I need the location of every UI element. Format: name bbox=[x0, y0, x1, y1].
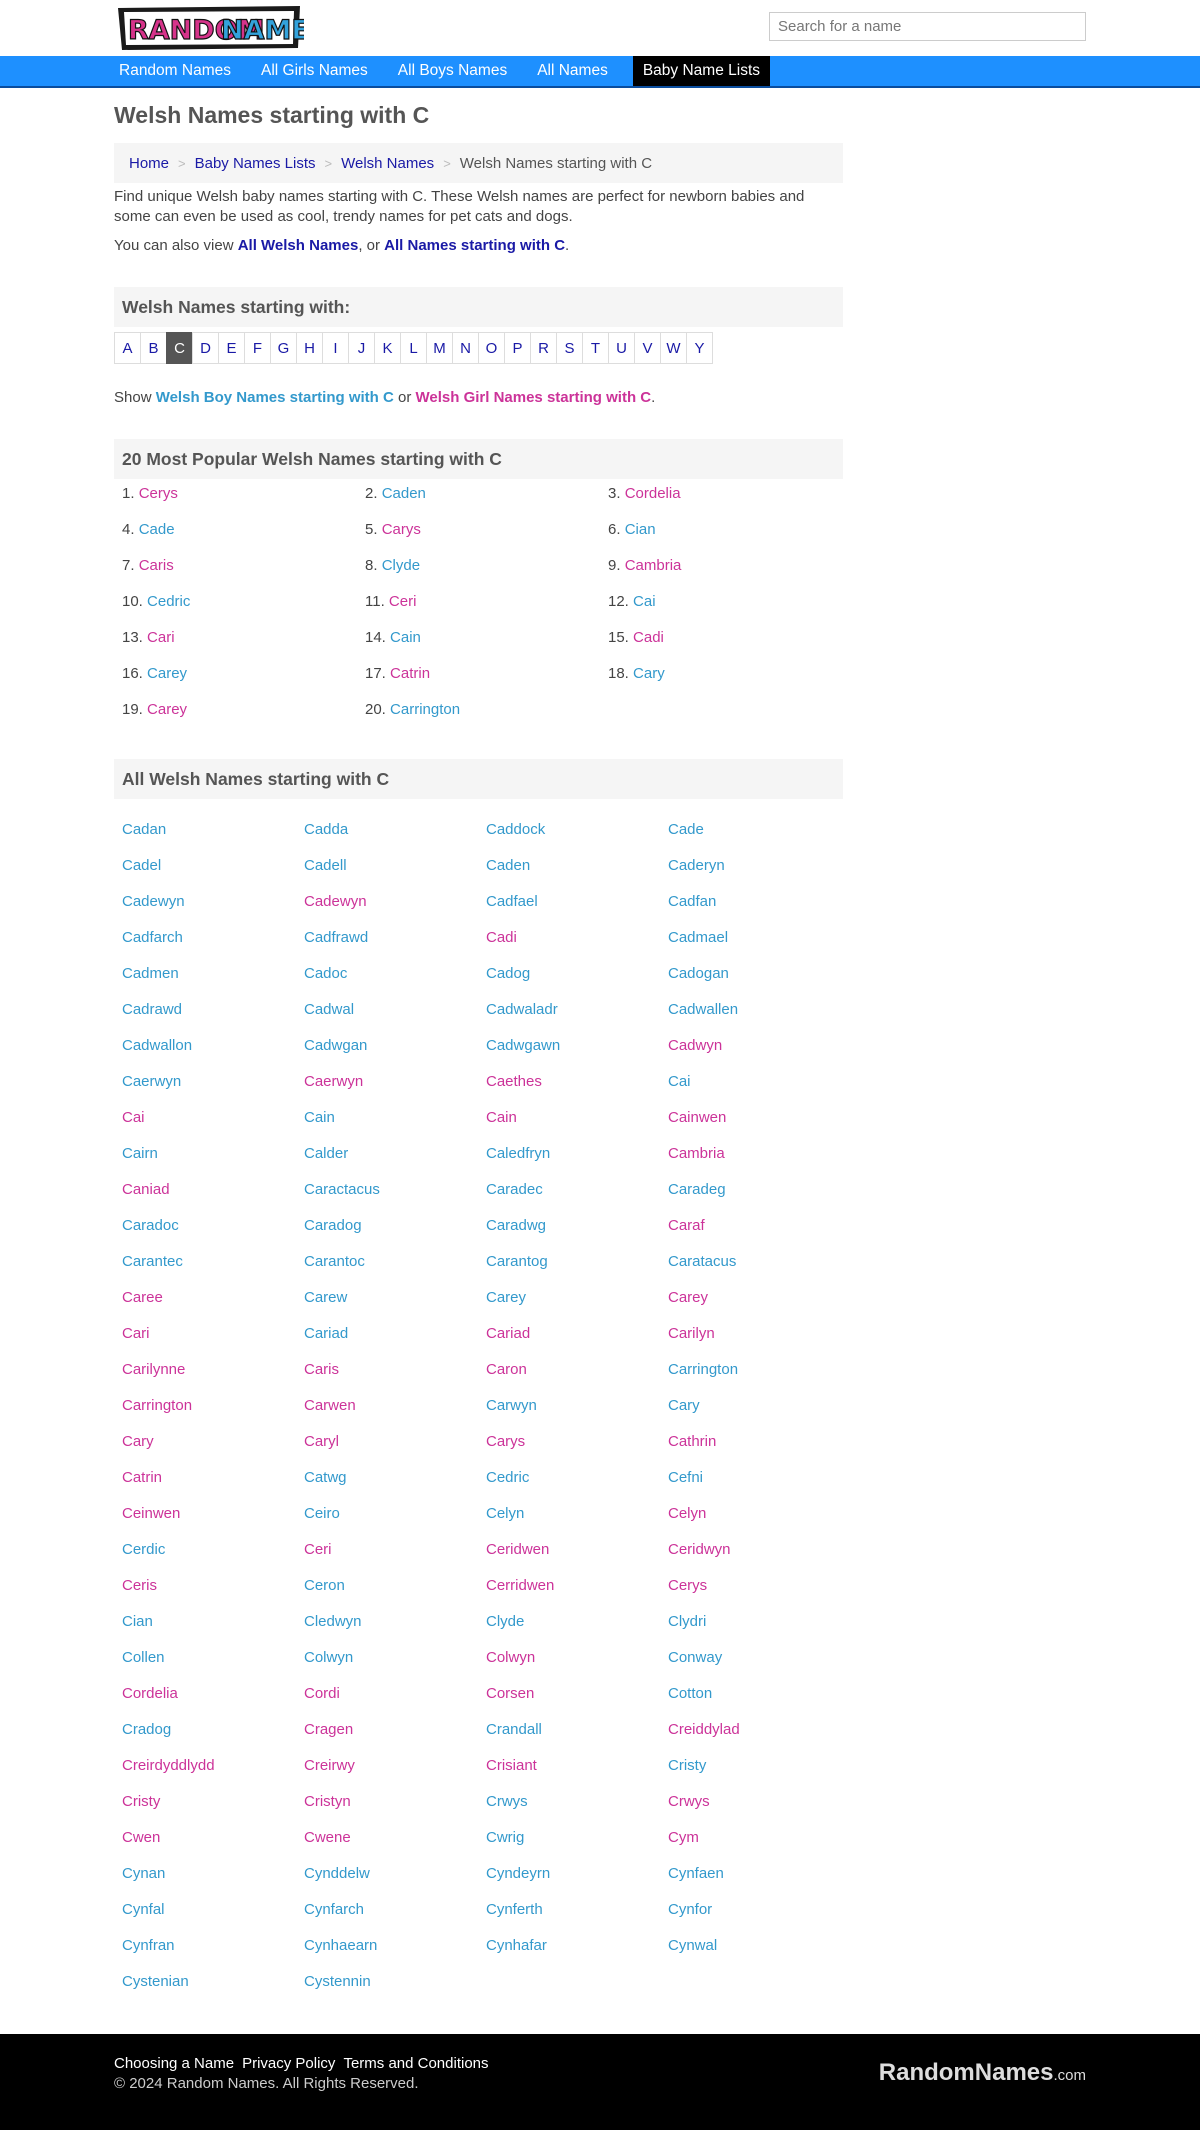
rank-number: 4. bbox=[122, 521, 135, 538]
name-link[interactable]: Collen bbox=[122, 1649, 165, 1666]
name-link[interactable]: Cynfor bbox=[668, 1901, 713, 1918]
name-link[interactable]: Carey bbox=[486, 1289, 527, 1306]
rank-number: 14. bbox=[365, 629, 386, 646]
name-link[interactable]: Caradog bbox=[304, 1217, 362, 1234]
name-link[interactable]: Caradeg bbox=[668, 1181, 726, 1198]
rank-number: 5. bbox=[365, 521, 378, 538]
name-link[interactable]: Cariad bbox=[304, 1325, 349, 1342]
list-item bbox=[365, 629, 421, 646]
page-title: Welsh Names starting with C bbox=[114, 102, 430, 128]
name-link[interactable]: Cristy bbox=[668, 1757, 707, 1774]
name-link[interactable]: Corsen bbox=[486, 1685, 535, 1702]
rank-number: 17. bbox=[365, 665, 386, 682]
name-link[interactable]: Cadwaladr bbox=[486, 1001, 558, 1018]
letter-d[interactable]: D bbox=[192, 332, 219, 364]
popular-name-link[interactable]: Cade bbox=[138, 521, 175, 538]
list-item bbox=[608, 485, 681, 502]
name-link[interactable]: Cerys bbox=[668, 1577, 708, 1594]
name-link[interactable]: Caryl bbox=[304, 1433, 340, 1450]
rank-number: 13. bbox=[122, 629, 143, 646]
rank-number: 8. bbox=[365, 557, 378, 574]
name-link[interactable]: Cadda bbox=[304, 821, 349, 838]
name-link[interactable]: Cadewyn bbox=[304, 893, 367, 910]
name-link[interactable]: Clyde bbox=[486, 1613, 525, 1630]
name-link[interactable]: Caledfryn bbox=[486, 1145, 551, 1162]
letter-o[interactable]: O bbox=[478, 332, 505, 364]
name-link[interactable]: Cain bbox=[486, 1109, 517, 1126]
breadcrumb-separator-icon: > bbox=[324, 155, 333, 171]
name-link[interactable]: Cadfael bbox=[486, 893, 538, 910]
breadcrumb-separator-icon: > bbox=[443, 155, 451, 171]
name-link[interactable]: Crwys bbox=[668, 1793, 710, 1810]
popular-name-link[interactable]: Cordelia bbox=[624, 485, 681, 502]
name-link[interactable]: Cadfan bbox=[668, 893, 717, 910]
list-item bbox=[365, 521, 421, 538]
all-welsh-names-link[interactable]: All Welsh Names bbox=[237, 237, 359, 254]
letter-s[interactable]: S bbox=[556, 332, 583, 364]
popular-name-link[interactable]: Carey bbox=[147, 701, 188, 718]
name-link[interactable]: Cadwyn bbox=[668, 1037, 723, 1054]
list-item bbox=[365, 557, 420, 574]
name-link[interactable]: Crwys bbox=[486, 1793, 528, 1810]
name-link[interactable]: Caractacus bbox=[304, 1181, 380, 1198]
list-item bbox=[122, 593, 190, 610]
name-link[interactable]: Caradwg bbox=[486, 1217, 547, 1234]
search-input[interactable] bbox=[769, 12, 1086, 41]
name-link[interactable]: Conway bbox=[668, 1649, 723, 1666]
nav-item-all-boys-names[interactable]: All Boys Names bbox=[397, 62, 508, 79]
list-item bbox=[122, 629, 175, 646]
name-link[interactable]: Cadwgan bbox=[304, 1037, 368, 1054]
list-item bbox=[122, 521, 175, 538]
name-link[interactable]: Cairn bbox=[122, 1145, 158, 1162]
letter-b[interactable]: B bbox=[140, 332, 167, 364]
boy-names-link[interactable]: Welsh Boy Names starting with C bbox=[155, 389, 394, 406]
name-link[interactable]: Cary bbox=[668, 1397, 700, 1414]
popular-name-link[interactable]: Clyde bbox=[381, 557, 421, 574]
name-link[interactable]: Cynferth bbox=[486, 1901, 543, 1918]
name-link[interactable]: Caradec bbox=[486, 1181, 543, 1198]
name-link[interactable]: Cefni bbox=[668, 1469, 704, 1486]
popular-name-link[interactable]: Cary bbox=[633, 665, 665, 682]
list-item bbox=[608, 521, 656, 538]
name-link[interactable]: Cwene bbox=[304, 1829, 351, 1846]
name-link[interactable]: Ceridwyn bbox=[668, 1541, 731, 1558]
list-item bbox=[122, 665, 187, 682]
name-link[interactable]: Cynfaen bbox=[668, 1865, 724, 1882]
list-item bbox=[608, 557, 681, 574]
letter-h[interactable]: H bbox=[296, 332, 323, 364]
popular-name-link[interactable]: Carey bbox=[147, 665, 188, 682]
name-link[interactable]: Ceron bbox=[304, 1577, 345, 1594]
name-link[interactable]: Carilyn bbox=[668, 1325, 715, 1342]
name-link[interactable]: Caradoc bbox=[122, 1217, 179, 1234]
name-link[interactable]: Caratacus bbox=[668, 1253, 737, 1270]
popular-name-link[interactable]: Cain bbox=[390, 629, 421, 646]
letter-v[interactable]: V bbox=[634, 332, 661, 364]
name-link[interactable]: Creiddylad bbox=[668, 1721, 740, 1738]
footer-brand-name: RandomNames bbox=[878, 2059, 1054, 2086]
name-link[interactable]: Cambria bbox=[668, 1145, 725, 1162]
name-link[interactable]: Cadogan bbox=[668, 965, 729, 982]
name-link[interactable]: Carwen bbox=[304, 1397, 356, 1414]
name-link[interactable]: Cerridwen bbox=[486, 1577, 555, 1594]
letter-i[interactable]: I bbox=[322, 332, 349, 364]
nav-item-all-girls-names[interactable]: All Girls Names bbox=[261, 62, 368, 79]
name-link[interactable]: Ceri bbox=[304, 1541, 332, 1558]
name-link[interactable]: Cordi bbox=[304, 1685, 340, 1702]
breadcrumb-current: Welsh Names starting with C bbox=[459, 154, 653, 172]
name-link[interactable]: Calder bbox=[304, 1145, 349, 1162]
main-nav bbox=[0, 56, 1200, 88]
footer-links bbox=[114, 2055, 497, 2072]
rank-number: 10. bbox=[122, 593, 143, 610]
letter-m[interactable]: M bbox=[426, 332, 453, 364]
name-link[interactable]: Cadan bbox=[122, 821, 167, 838]
breadcrumb bbox=[114, 143, 843, 183]
name-link[interactable]: Caraf bbox=[668, 1217, 705, 1234]
name-link[interactable]: Cadog bbox=[486, 965, 531, 982]
letter-l[interactable]: L bbox=[400, 332, 427, 364]
name-link[interactable]: Colwyn bbox=[486, 1649, 536, 1666]
also-suffix: . bbox=[565, 237, 570, 254]
name-link[interactable]: Cadmael bbox=[668, 929, 729, 946]
breadcrumb-separator-icon: > bbox=[178, 155, 186, 171]
letter-t[interactable]: T bbox=[582, 332, 609, 364]
name-link[interactable]: Cynddelw bbox=[304, 1865, 370, 1882]
name-link[interactable]: Cian bbox=[122, 1613, 153, 1630]
popular-name-link[interactable]: Cerys bbox=[138, 485, 178, 502]
name-link[interactable]: Cadrawd bbox=[122, 1001, 183, 1018]
name-link[interactable]: Carantoc bbox=[304, 1253, 365, 1270]
footer-brand-suffix: .com bbox=[1053, 2067, 1086, 2084]
popular-name-link[interactable]: Cadi bbox=[633, 629, 664, 646]
all-names-c-link[interactable]: All Names starting with C bbox=[384, 237, 566, 254]
name-link[interactable]: Cristyn bbox=[304, 1793, 351, 1810]
name-link[interactable]: Celyn bbox=[486, 1505, 525, 1522]
name-link[interactable]: Cadwgawn bbox=[486, 1037, 561, 1054]
popular-name-link[interactable]: Caden bbox=[381, 485, 426, 502]
name-link[interactable]: Cystenian bbox=[122, 1973, 189, 1990]
name-link[interactable]: Cynwal bbox=[668, 1937, 718, 1954]
name-link[interactable]: Caron bbox=[486, 1361, 527, 1378]
name-link[interactable]: Cadoc bbox=[304, 965, 348, 982]
name-link[interactable]: Caden bbox=[486, 857, 531, 874]
also-mid: , or bbox=[358, 237, 385, 254]
rank-number: 6. bbox=[608, 521, 621, 538]
name-link[interactable]: Cradog bbox=[122, 1721, 172, 1738]
show-mid: or bbox=[393, 389, 416, 406]
name-link[interactable]: Cary bbox=[122, 1433, 154, 1450]
list-item bbox=[608, 665, 665, 682]
letter-p[interactable]: P bbox=[504, 332, 531, 364]
nav-item-baby-name-lists[interactable]: Baby Name Lists bbox=[633, 56, 770, 86]
letter-c[interactable]: C bbox=[166, 332, 193, 364]
name-link[interactable]: Carantog bbox=[486, 1253, 548, 1270]
rank-number: 19. bbox=[122, 701, 143, 718]
rank-number: 12. bbox=[608, 593, 629, 610]
name-link[interactable]: Carwyn bbox=[486, 1397, 537, 1414]
girl-names-link[interactable]: Welsh Girl Names starting with C bbox=[415, 389, 652, 406]
name-link[interactable]: Cledwyn bbox=[304, 1613, 362, 1630]
popular-name-link[interactable]: Cedric bbox=[147, 593, 191, 610]
name-link[interactable]: Cerdic bbox=[122, 1541, 166, 1558]
also-prefix: You can also view bbox=[114, 237, 238, 254]
name-link[interactable]: Cragen bbox=[304, 1721, 354, 1738]
list-item bbox=[122, 485, 178, 502]
list-item bbox=[365, 485, 426, 502]
name-link[interactable]: Cynhafar bbox=[486, 1937, 547, 1954]
name-link[interactable]: Clydri bbox=[668, 1613, 707, 1630]
popular-name-link[interactable]: Carys bbox=[381, 521, 421, 538]
name-link[interactable]: Cystennin bbox=[304, 1973, 371, 1990]
name-link[interactable]: Caree bbox=[122, 1289, 163, 1306]
name-link[interactable]: Cynhaearn bbox=[304, 1937, 378, 1954]
rank-number: 11. bbox=[365, 593, 385, 610]
name-link[interactable]: Ceinwen bbox=[122, 1505, 181, 1522]
name-link[interactable]: Cari bbox=[122, 1325, 150, 1342]
name-link[interactable]: Caerwyn bbox=[122, 1073, 182, 1090]
name-link[interactable]: Catwg bbox=[304, 1469, 347, 1486]
letter-n[interactable]: N bbox=[452, 332, 479, 364]
name-link[interactable]: Crisiant bbox=[486, 1757, 537, 1774]
letter-a[interactable]: A bbox=[114, 332, 141, 364]
name-link[interactable]: Cynan bbox=[122, 1865, 166, 1882]
footer-link-terms-and-conditions[interactable]: Terms and Conditions bbox=[343, 2055, 489, 2072]
name-link[interactable]: Cordelia bbox=[122, 1685, 178, 1702]
letter-e[interactable]: E bbox=[218, 332, 245, 364]
name-link[interactable]: Caderyn bbox=[668, 857, 725, 874]
name-link[interactable]: Caethes bbox=[486, 1073, 542, 1090]
name-link[interactable]: Cathrin bbox=[668, 1433, 717, 1450]
show-gender-line bbox=[114, 389, 655, 406]
footer-link-privacy-policy[interactable]: Privacy Policy bbox=[242, 2055, 336, 2072]
rank-number: 3. bbox=[608, 485, 621, 502]
site-logo[interactable] bbox=[114, 4, 304, 52]
breadcrumb-home[interactable]: Home bbox=[129, 154, 170, 172]
name-link[interactable]: Cyndeyrn bbox=[486, 1865, 551, 1882]
list-item bbox=[122, 557, 174, 574]
logo-text-names: NAME bbox=[221, 15, 304, 46]
footer-link-choosing-a-name[interactable]: Choosing a Name bbox=[114, 2055, 235, 2072]
name-link[interactable]: Cariad bbox=[486, 1325, 531, 1342]
list-item bbox=[365, 665, 430, 682]
name-link[interactable]: Carey bbox=[668, 1289, 709, 1306]
popular-heading: 20 Most Popular Welsh Names starting with C bbox=[114, 439, 843, 479]
letter-w[interactable]: W bbox=[660, 332, 687, 364]
breadcrumb-welsh-names[interactable]: Welsh Names bbox=[341, 154, 435, 172]
name-link[interactable]: Cwen bbox=[122, 1829, 161, 1846]
nav-items bbox=[114, 56, 770, 86]
popular-name-link[interactable]: Catrin bbox=[390, 665, 431, 682]
show-suffix: . bbox=[651, 389, 656, 406]
name-link[interactable]: Ceiro bbox=[304, 1505, 340, 1522]
name-link[interactable]: Caris bbox=[304, 1361, 340, 1378]
rank-number: 1. bbox=[122, 485, 135, 502]
letter-filter bbox=[114, 332, 713, 364]
name-link[interactable]: Cynfran bbox=[122, 1937, 175, 1954]
name-link[interactable]: Creirwy bbox=[304, 1757, 355, 1774]
rank-number: 15. bbox=[608, 629, 629, 646]
name-link[interactable]: Cadwal bbox=[304, 1001, 355, 1018]
rank-number: 9. bbox=[608, 557, 621, 574]
copyright: © 2024 Random Names. All Rights Reserved. bbox=[114, 2075, 419, 2092]
name-link[interactable]: Cotton bbox=[668, 1685, 713, 1702]
site-header bbox=[0, 0, 1200, 56]
name-link[interactable]: Carys bbox=[486, 1433, 526, 1450]
name-link[interactable]: Creirdyddlydd bbox=[122, 1757, 215, 1774]
name-link[interactable]: Carrington bbox=[122, 1397, 193, 1414]
nav-item-random-names[interactable]: Random Names bbox=[119, 62, 231, 79]
name-link[interactable]: Ceris bbox=[122, 1577, 158, 1594]
letter-f[interactable]: F bbox=[244, 332, 271, 364]
popular-name-link[interactable]: Cian bbox=[624, 521, 656, 538]
name-link[interactable]: Caniad bbox=[122, 1181, 170, 1198]
letter-y[interactable]: Y bbox=[686, 332, 713, 364]
popular-name-link[interactable]: Ceri bbox=[388, 593, 417, 610]
name-link[interactable]: Cynfal bbox=[122, 1901, 165, 1918]
name-link[interactable]: Cadel bbox=[122, 857, 162, 874]
name-link[interactable]: Cain bbox=[304, 1109, 335, 1126]
list-item bbox=[365, 701, 460, 718]
name-link[interactable]: Cadfarch bbox=[122, 929, 183, 946]
name-link[interactable]: Cadwallen bbox=[668, 1001, 739, 1018]
name-link[interactable]: Cadi bbox=[486, 929, 517, 946]
letter-r[interactable]: R bbox=[530, 332, 557, 364]
name-link[interactable]: Cainwen bbox=[668, 1109, 727, 1126]
nav-item-all-names[interactable]: All Names bbox=[537, 62, 608, 79]
name-link[interactable]: Cedric bbox=[486, 1469, 530, 1486]
letters-heading: Welsh Names starting with: bbox=[114, 287, 843, 327]
name-link[interactable]: Cadewyn bbox=[122, 893, 185, 910]
popular-name-link[interactable]: Cai bbox=[633, 593, 656, 610]
name-link[interactable]: Cai bbox=[668, 1073, 691, 1090]
name-link[interactable]: Cade bbox=[668, 821, 704, 838]
name-link[interactable]: Crandall bbox=[486, 1721, 542, 1738]
popular-name-link[interactable]: Cambria bbox=[624, 557, 682, 574]
name-link[interactable]: Celyn bbox=[668, 1505, 707, 1522]
name-link[interactable]: Carew bbox=[304, 1289, 348, 1306]
name-link[interactable]: Cwrig bbox=[486, 1829, 525, 1846]
name-link[interactable]: Ceridwen bbox=[486, 1541, 550, 1558]
footer-brand[interactable] bbox=[879, 2059, 1086, 2087]
popular-name-link[interactable]: Caris bbox=[138, 557, 174, 574]
name-link[interactable]: Cym bbox=[668, 1829, 699, 1846]
letter-u[interactable]: U bbox=[608, 332, 635, 364]
popular-name-link[interactable]: Carrington bbox=[390, 701, 461, 718]
also-view-line bbox=[114, 237, 569, 254]
name-link[interactable]: Colwyn bbox=[304, 1649, 354, 1666]
logo-graphic bbox=[114, 4, 304, 52]
name-link[interactable]: Cadfrawd bbox=[304, 929, 369, 946]
name-link[interactable]: Caddock bbox=[486, 821, 546, 838]
list-item bbox=[608, 593, 656, 610]
rank-number: 7. bbox=[122, 557, 135, 574]
name-link[interactable]: Cadmen bbox=[122, 965, 179, 982]
all-names-heading: All Welsh Names starting with C bbox=[114, 759, 843, 799]
breadcrumb-baby-names-lists[interactable]: Baby Names Lists bbox=[194, 154, 316, 172]
name-link[interactable]: Caerwyn bbox=[304, 1073, 364, 1090]
rank-number: 2. bbox=[365, 485, 378, 502]
logo-text-random: RANDOM bbox=[128, 15, 265, 46]
name-link[interactable]: Catrin bbox=[122, 1469, 163, 1486]
name-link[interactable]: Cadell bbox=[304, 857, 347, 874]
rank-number: 18. bbox=[608, 665, 629, 682]
name-link[interactable]: Carilynne bbox=[122, 1361, 186, 1378]
name-link[interactable]: Cadwallon bbox=[122, 1037, 193, 1054]
name-link[interactable]: Carantec bbox=[122, 1253, 183, 1270]
name-link[interactable]: Cristy bbox=[122, 1793, 161, 1810]
list-item bbox=[608, 629, 664, 646]
intro-text: Find unique Welsh baby names starting with C. These Welsh names are perfect for newborn babies and some can even be used as cool, trendy names for pet cats and dogs. bbox=[114, 188, 805, 225]
list-item bbox=[122, 701, 187, 718]
name-link[interactable]: Cai bbox=[122, 1109, 145, 1126]
name-link[interactable]: Carrington bbox=[668, 1361, 739, 1378]
letter-k[interactable]: K bbox=[374, 332, 401, 364]
name-link[interactable]: Cynfarch bbox=[304, 1901, 365, 1918]
rank-number: 20. bbox=[365, 701, 386, 718]
show-prefix: Show bbox=[114, 389, 156, 406]
letter-j[interactable]: J bbox=[348, 332, 375, 364]
rank-number: 16. bbox=[122, 665, 143, 682]
popular-name-link[interactable]: Cari bbox=[147, 629, 175, 646]
list-item bbox=[365, 593, 416, 610]
site-footer bbox=[0, 2034, 1200, 2130]
letter-g[interactable]: G bbox=[270, 332, 297, 364]
